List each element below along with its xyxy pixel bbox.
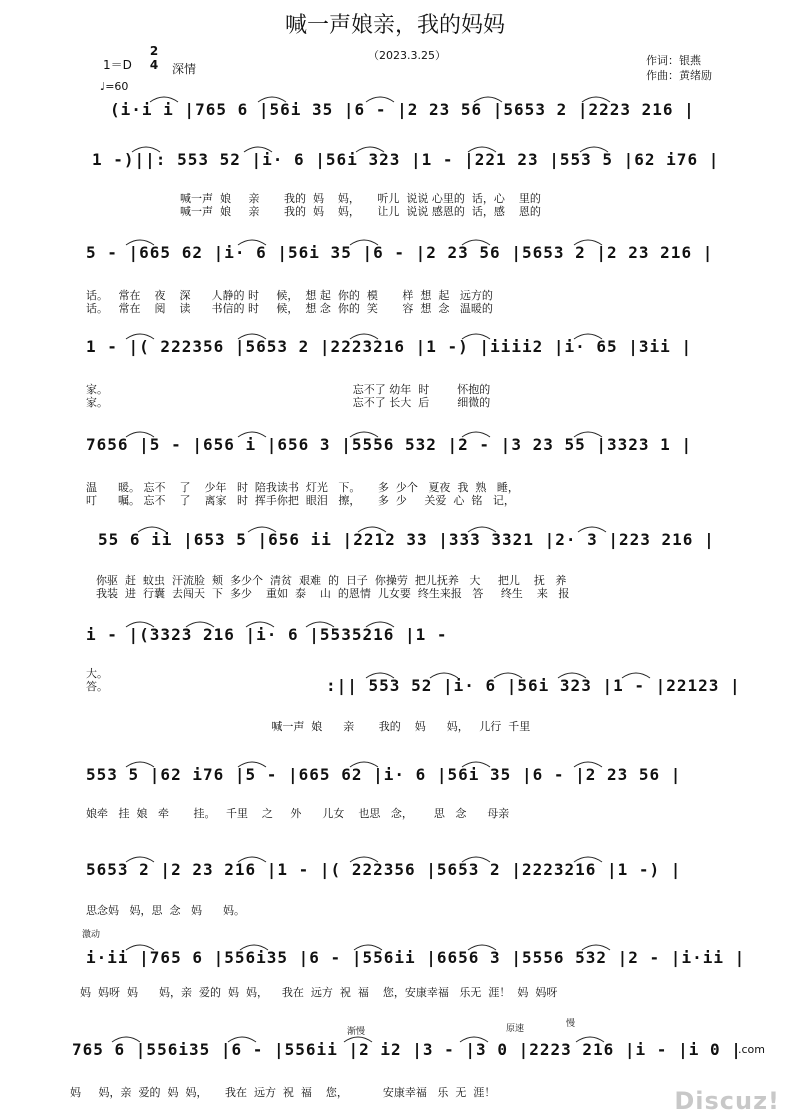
slur-arc: [582, 97, 610, 102]
mark-a-tempo: 原速: [506, 1024, 525, 1034]
notation-line: 1 -)||: 553 52 |i· 6 |56i 323 |1 - |221 23 |553 5 |62 i76 |: [92, 150, 720, 169]
slur-arc: [494, 673, 522, 678]
slur-arc: [138, 527, 166, 532]
lyric-line: 话。 常在 夜 深 人静的 时 候， 想 起 你的 模 样 想 起 远方的: [86, 289, 493, 302]
key-signature: 1＝D: [103, 58, 132, 72]
notation-line: 55 6 ii |653 5 |656 ii |2212 33 |333 3321 |2· 3 |223 216 |: [98, 530, 715, 549]
notation-line: 7656 |5 - |656 i |656 3 |5556 532 |2 - |3 23 55 |3323 1 |: [86, 435, 693, 454]
mark-slowing: 渐慢: [347, 1027, 366, 1037]
slur-arc: [244, 147, 272, 152]
composer-credit: 作曲：黄绪励: [646, 69, 712, 82]
slur-arc: [150, 97, 178, 102]
slur-arc: [462, 240, 490, 245]
slur-marks: [0, 235, 790, 249]
slur-arc: [580, 147, 608, 152]
slur-arc: [126, 857, 154, 862]
mark-slow: 慢: [566, 1019, 576, 1029]
lyric-line: 你驱 赶 蚊虫 汗流脸 颊 多少个 清贫 艰难 的 日子 你操劳 把儿抚养 大 把儿 抚 养: [96, 574, 567, 587]
notation-line: :|| 553 52 |i· 6 |56i 323 |1 - |22123 |: [326, 676, 741, 695]
lyric-line: 家。 忘不了 幼年 时 怀抱的: [86, 383, 491, 396]
slur-arc: [350, 240, 378, 245]
slur-arc: [248, 527, 276, 532]
lyric-line: 答。: [86, 680, 108, 693]
date-label: （2023.3.25）: [368, 49, 446, 62]
slur-arc: [366, 97, 394, 102]
slur-arc: [132, 147, 160, 152]
slur-arc: [462, 857, 490, 862]
slur-arc: [366, 673, 394, 678]
mark-agitated: 激动: [82, 930, 101, 940]
slur-arc: [126, 622, 154, 627]
slur-arc: [574, 762, 602, 767]
slur-arc: [126, 432, 154, 437]
slur-arc: [238, 857, 266, 862]
lyric-line: 娘牵 挂 娘 牵 挂。 千里 之 外 儿女 也思 念， 思 念 母亲: [86, 807, 510, 820]
slur-arc: [576, 1037, 604, 1042]
song-title: 喊一声娘亲，我的妈妈: [284, 13, 505, 38]
slur-arc: [258, 97, 286, 102]
slur-arc: [474, 97, 502, 102]
time-bottom: 4: [149, 58, 159, 72]
slur-marks: [0, 757, 790, 771]
slur-arc: [240, 945, 268, 950]
slur-arc: [460, 1037, 488, 1042]
slur-arc: [358, 527, 386, 532]
slur-marks: [0, 617, 790, 631]
slur-arc: [344, 1037, 372, 1042]
slur-arc: [238, 240, 266, 245]
slur-arc: [238, 432, 266, 437]
slur-arc: [126, 334, 154, 339]
slur-arc: [246, 622, 274, 627]
slur-arc: [126, 762, 154, 767]
slur-arc: [350, 762, 378, 767]
slur-arc: [228, 1037, 256, 1042]
expression-mark: 深情: [172, 62, 197, 76]
lyric-line: 家。 忘不了 长大 后 细微的: [86, 396, 491, 409]
slur-arc: [112, 1037, 140, 1042]
notation-line: 553 5 |62 i76 |5 - |665 62 |i· 6 |56i 35 |6 - |2 23 56 |: [86, 765, 682, 784]
slur-arc: [350, 432, 378, 437]
slur-marks: [0, 852, 790, 866]
slur-arc: [574, 240, 602, 245]
slur-arc: [468, 945, 496, 950]
slur-arc: [462, 432, 490, 437]
slur-marks: [0, 329, 790, 343]
slur-arc: [306, 622, 334, 627]
slur-arc: [574, 334, 602, 339]
slur-arc: [238, 762, 266, 767]
slur-arc: [350, 857, 378, 862]
notation-line: 765 6 |556i35 |6 - |556ii |2 i2 |3 - |3 0 |2223 216 |i - |i 0 |: [72, 1040, 742, 1059]
time-signature: [147, 44, 161, 72]
slur-arc: [366, 622, 394, 627]
lyric-line: 妈 妈呀 妈 妈，亲 爱的 妈 妈， 我在 远方 祝 福 您，安康幸福 乐无 涯！ 妈 妈呀: [80, 986, 558, 999]
site-watermark: Discuz!: [674, 1087, 780, 1115]
lyric-line: 喊一声 娘 亲 我的 妈 妈， 听儿 说说 心里的 话，心 里的: [180, 192, 541, 205]
lyric-line: 我装 进 行囊 去闯天 下 多少 重如 泰 山 的恩情 儿女要 终生来报 答 终生 来 报: [96, 587, 570, 600]
slur-marks: [0, 668, 790, 682]
notation-line: 5653 2 |2 23 216 |1 - |( 222356 |5653 2 |2223216 |1 -) |: [86, 860, 682, 879]
notation-line: i·ii |765 6 |556i35 |6 - |556ii |6656 3 |5556 532 |2 - |i·ii |: [86, 948, 746, 967]
notation-line: (i·i i |765 6 |56i 35 |6 - |2 23 56 |5653 2 |2223 216 |: [110, 100, 695, 119]
slur-marks: [0, 427, 790, 441]
slur-arc: [186, 622, 214, 627]
slur-marks: [0, 940, 790, 954]
lyric-line: 妈 妈，亲 爱的 妈 妈， 我在 远方 祝 福 您， 安康幸福 乐 无 涯！: [70, 1086, 496, 1099]
lyric-line: 大。: [86, 667, 108, 680]
slur-arc: [582, 945, 610, 950]
lyric-line: 喊一声 娘 亲 我的 妈 妈， 儿行 千里: [86, 720, 531, 733]
tempo-mark: ♩=60: [100, 80, 129, 93]
slur-marks: [0, 1032, 790, 1046]
notation-line: i - |(3323 216 |i· 6 |5535216 |1 -: [86, 625, 448, 644]
slur-marks: [0, 142, 790, 156]
slur-marks: [0, 92, 790, 106]
lyric-line: 叮 嘱。 忘不 了 离家 时 挥手你把 眼泪 擦， 多 少 关爱 心 铭 记，: [86, 494, 515, 507]
slur-marks: [0, 522, 790, 536]
lyric-line: 话。 常在 阅 读 书信的 时 候， 想 念 你的 笑 容 想 念 温暖的: [86, 302, 493, 315]
notation-line: 1 - |( 222356 |5653 2 |2223216 |1 -) |iiii2 |i· 65 |3ii |: [86, 337, 693, 356]
slur-arc: [578, 527, 606, 532]
time-top: 2: [149, 44, 159, 58]
slur-arc: [462, 762, 490, 767]
slur-arc: [468, 527, 496, 532]
slur-arc: [356, 147, 384, 152]
slur-arc: [462, 334, 490, 339]
slur-arc: [622, 673, 650, 678]
slur-arc: [468, 147, 496, 152]
slur-arc: [354, 945, 382, 950]
slur-arc: [238, 334, 266, 339]
lyric-line: 喊一声 娘 亲 我的 妈 妈， 让儿 说说 感恩的 话，感 恩的: [180, 205, 541, 218]
slur-arc: [574, 432, 602, 437]
lyric-line: 思念妈 妈，思 念 妈 妈。: [86, 904, 245, 917]
notation-line: 5 - |665 62 |i· 6 |56i 35 |6 - |2 23 56 |5653 2 |2 23 216 |: [86, 243, 714, 262]
slur-arc: [350, 334, 378, 339]
slur-arc: [574, 857, 602, 862]
slur-arc: [126, 240, 154, 245]
slur-arc: [126, 945, 154, 950]
lyricist-credit: 作词：银燕: [646, 54, 701, 67]
slur-arc: [430, 673, 458, 678]
watermark-domain: .com: [738, 1043, 765, 1056]
slur-arc: [558, 673, 586, 678]
lyric-line: 温 暖。 忘不 了 少年 时 陪我读书 灯光 下。 多 少个 夏夜 我 熟 睡，: [86, 481, 519, 494]
